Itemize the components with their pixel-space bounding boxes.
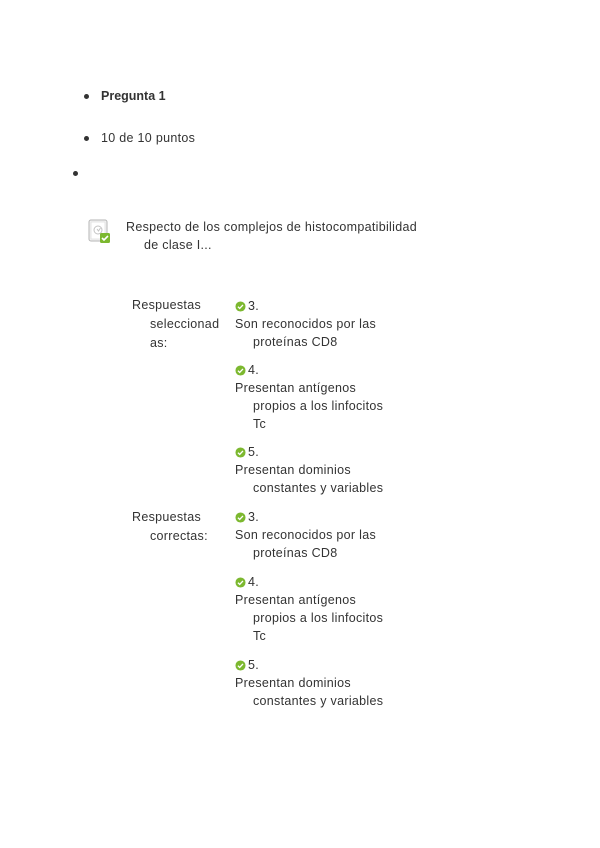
- answer-text-line1: Presentan dominios: [235, 676, 351, 690]
- answer-number: 3.: [248, 299, 260, 313]
- question-points: 10 de 10 puntos: [101, 131, 196, 145]
- correct-answers-label: [132, 508, 228, 546]
- selected-answers-label: [132, 296, 228, 353]
- answer-text-line1: Presentan antígenos: [235, 381, 357, 395]
- check-circle-icon: [235, 447, 246, 458]
- answer-number: 5.: [248, 658, 260, 672]
- check-circle-icon: [235, 512, 246, 523]
- answer-number: 5.: [248, 445, 260, 459]
- answer-text-line2: constantes y variables: [253, 481, 384, 495]
- answer-text-line2: propios a los linfocitos: [253, 611, 384, 625]
- correct-label-line2: correctas:: [150, 529, 208, 543]
- answer-number: 3.: [248, 510, 260, 524]
- selected-label-line1: Respuestas: [132, 298, 202, 312]
- bullet-icon: [73, 171, 78, 176]
- question-text-line2: de clase I...: [144, 238, 212, 252]
- check-circle-icon: [235, 660, 246, 671]
- selected-answer-item: [235, 297, 425, 351]
- answer-text-line2: proteínas CD8: [253, 546, 338, 560]
- correct-answer-item: [235, 656, 425, 710]
- selected-answer-item: [235, 361, 425, 433]
- check-circle-icon: [235, 577, 246, 588]
- answer-text-line1: Presentan dominios: [235, 463, 351, 477]
- check-circle-icon: [235, 365, 246, 376]
- answer-text-line1: Son reconocidos por las: [235, 528, 377, 542]
- question-text-line1: Respecto de los complejos de histocompatibilidad: [126, 220, 417, 234]
- answer-text-line2: propios a los linfocitos: [253, 399, 384, 413]
- answer-text-line2: proteínas CD8: [253, 335, 338, 349]
- bullet-icon: [84, 136, 89, 141]
- question-text: [126, 218, 446, 254]
- answer-text-line1: Son reconocidos por las: [235, 317, 377, 331]
- correct-answer-item: [235, 508, 425, 562]
- answer-number: 4.: [248, 575, 260, 589]
- check-circle-icon: [235, 301, 246, 312]
- answer-number: 4.: [248, 363, 260, 377]
- question-title-row: [84, 89, 166, 103]
- selected-label-line2: seleccionad: [150, 317, 220, 331]
- answer-text-line1: Presentan antígenos: [235, 593, 357, 607]
- selected-label-line3: as:: [150, 336, 168, 350]
- answer-text-line2: constantes y variables: [253, 694, 384, 708]
- correct-answer-item: [235, 573, 425, 645]
- bullet-icon: [84, 94, 89, 99]
- answer-text-line3: Tc: [253, 417, 267, 431]
- correct-label-line1: Respuestas: [132, 510, 202, 524]
- question-points-row: [84, 131, 195, 145]
- answer-text-line3: Tc: [253, 629, 267, 643]
- selected-answer-item: [235, 443, 425, 497]
- question-title: Pregunta 1: [101, 89, 166, 103]
- graded-question-icon: [88, 219, 112, 245]
